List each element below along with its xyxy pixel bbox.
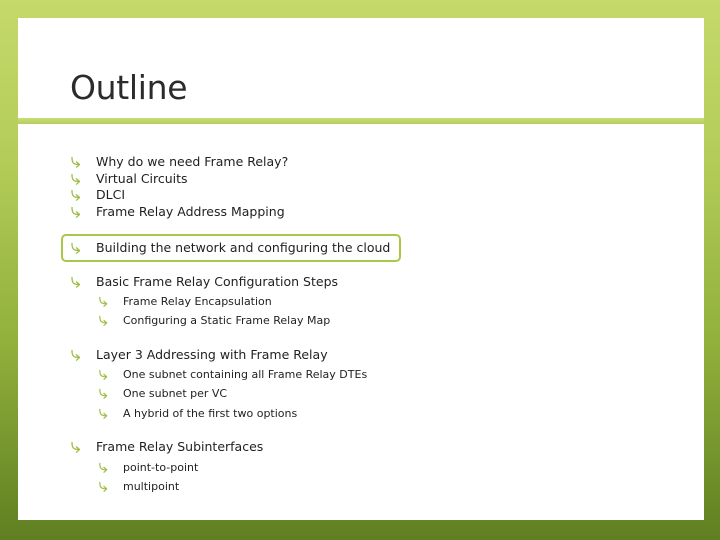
curl-arrow-bullet-icon xyxy=(70,441,96,453)
curl-arrow-bullet-icon xyxy=(70,206,96,218)
sub-list-item-label: Configuring a Static Frame Relay Map xyxy=(123,314,331,327)
sub-list-item xyxy=(98,478,179,495)
list-item-label: DLCI xyxy=(96,187,126,202)
list-item xyxy=(70,153,288,170)
sub-list-item xyxy=(98,385,227,402)
curl-arrow-bullet-icon xyxy=(70,349,96,361)
sub-list-item-label: A hybrid of the first two options xyxy=(123,407,298,420)
curl-arrow-bullet-icon xyxy=(70,276,96,288)
sub-list-item xyxy=(98,405,297,422)
title-underline xyxy=(18,118,704,124)
section-heading-label: Frame Relay Subinterfaces xyxy=(96,439,264,454)
list-item xyxy=(70,203,285,220)
sub-list-item-label: multipoint xyxy=(123,480,180,493)
curl-arrow-bullet-icon xyxy=(70,189,96,201)
list-item-label: Building the network and configuring the cloud xyxy=(96,240,391,255)
slide xyxy=(18,18,704,520)
sub-list-item xyxy=(98,293,272,310)
sub-list-item-label: One subnet per VC xyxy=(123,387,228,400)
sub-list-item xyxy=(98,366,367,383)
section-heading xyxy=(70,438,263,455)
curl-arrow-bullet-icon xyxy=(98,296,123,307)
curl-arrow-bullet-icon xyxy=(98,462,123,473)
curl-arrow-bullet-icon xyxy=(98,315,123,326)
curl-arrow-bullet-icon xyxy=(70,173,96,185)
section-heading xyxy=(70,273,338,290)
section-heading xyxy=(70,346,328,363)
curl-arrow-bullet-icon xyxy=(98,369,123,380)
curl-arrow-bullet-icon xyxy=(70,242,96,254)
sub-list-item xyxy=(98,312,330,329)
list-item xyxy=(70,170,188,187)
sub-list-item-label: One subnet containing all Frame Relay DTEs xyxy=(123,368,368,381)
list-item-highlighted xyxy=(70,239,390,256)
list-item-label: Frame Relay Address Mapping xyxy=(96,204,285,219)
slide-title: Outline xyxy=(70,68,188,107)
section-heading-label: Layer 3 Addressing with Frame Relay xyxy=(96,347,328,362)
sub-list-item-label: point-to-point xyxy=(123,461,199,474)
sub-list-item-label: Frame Relay Encapsulation xyxy=(123,295,272,308)
curl-arrow-bullet-icon xyxy=(98,481,123,492)
sub-list-item xyxy=(98,459,198,476)
curl-arrow-bullet-icon xyxy=(70,156,96,168)
curl-arrow-bullet-icon xyxy=(98,408,123,419)
curl-arrow-bullet-icon xyxy=(98,388,123,399)
section-heading-label: Basic Frame Relay Configuration Steps xyxy=(96,274,339,289)
list-item-label: Virtual Circuits xyxy=(96,171,188,186)
list-item-label: Why do we need Frame Relay? xyxy=(96,154,289,169)
list-item xyxy=(70,186,125,203)
